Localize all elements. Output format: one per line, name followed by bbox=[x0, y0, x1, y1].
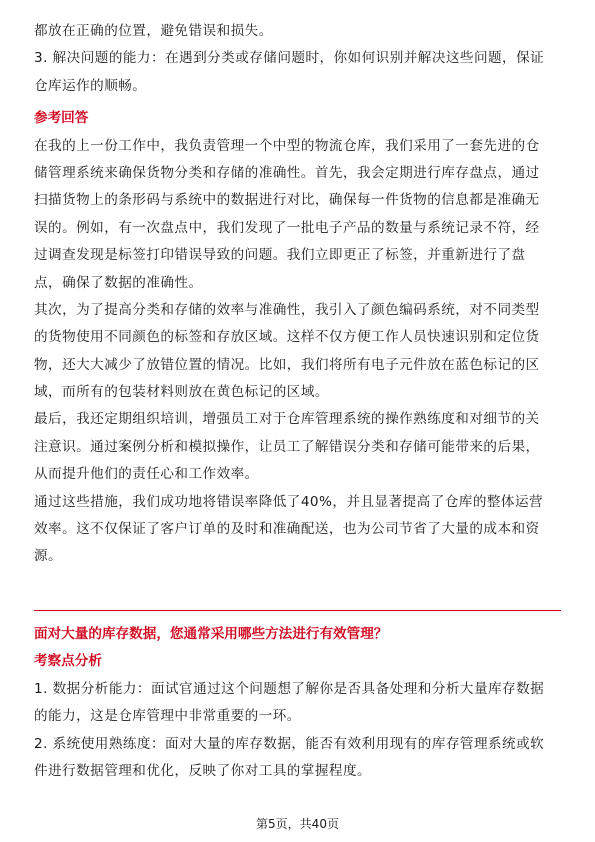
text-line: 源。 bbox=[34, 548, 63, 565]
intro-line: 3. 解决问题的能力：在遇到分类或存储问题时，你如何识别并解决这些问题，保证 bbox=[34, 50, 545, 67]
intro-line: 都放在正确的位置，避免错误和损失。 bbox=[34, 23, 273, 39]
text-line: 储管理系统来确保货物分类和存储的准确性。首先，我会定期进行库存盘点，通过 bbox=[34, 164, 540, 181]
answer-heading: 参考回答 bbox=[34, 110, 89, 127]
intro-line: 仓库运作的顺畅。 bbox=[34, 77, 147, 94]
answer-paragraph-2 bbox=[34, 297, 564, 407]
analysis-line: 1. 数据分析能力：面试官通过这个问题想了解你是否具备处理和分析大量库存数据 bbox=[34, 680, 545, 697]
document-body bbox=[34, 18, 564, 571]
text-line: 注意识。通过案例分析和模拟操作，让员工了解错误分类和存储可能带来的后果， bbox=[34, 438, 540, 455]
answer-paragraph-4 bbox=[34, 489, 564, 571]
text-line: 最后，我还定期组织培训，增强员工对于仓库管理系统的操作熟练度和对细节的关 bbox=[34, 411, 540, 428]
section-divider bbox=[34, 610, 561, 611]
text-line: 点，确保了数据的准确性。 bbox=[34, 274, 203, 291]
text-line: 物，还大大减少了放错位置的情况。比如，我们将所有电子元件放在蓝色标记的区 bbox=[34, 356, 540, 373]
text-line: 通过这些措施，我们成功地将错误率降低了40%，并且显著提高了仓库的整体运营 bbox=[34, 493, 544, 510]
question-block bbox=[34, 621, 564, 785]
analysis-line: 2. 系统使用熟练度：面对大量的库存数据，能否有效利用现有的库存管理系统或软 bbox=[34, 735, 545, 752]
text-line: 效率。这不仅保证了客户订单的及时和准确配送，也为公司节省了大量的成本和资 bbox=[34, 521, 540, 538]
answer-paragraph-3 bbox=[34, 406, 564, 488]
analysis-line: 件进行数据管理和优化，反映了你对工具的掌握程度。 bbox=[34, 762, 372, 779]
analysis-heading: 考察点分析 bbox=[34, 653, 102, 670]
analysis-line: 的能力，这是仓库管理中非常重要的一环。 bbox=[34, 708, 301, 725]
answer-paragraph-1 bbox=[34, 133, 564, 297]
text-line: 误的。例如，有一次盘点中，我们发现了一批电子产品的数量与系统记录不符，经 bbox=[34, 219, 540, 236]
text-line: 其次，为了提高分类和存储的效率与准确性，我引入了颜色编码系统，对不同类型 bbox=[34, 301, 540, 318]
text-line: 从而提升他们的责任心和工作效率。 bbox=[34, 466, 259, 483]
text-line: 扫描货物上的条形码与系统中的数据进行对比，确保每一件货物的信息都是准确无 bbox=[34, 192, 540, 209]
question-title: 面对大量的库存数据，您通常采用哪些方法进行有效管理？ bbox=[34, 626, 388, 642]
text-line: 在我的上一份工作中，我负责管理一个中型的物流仓库，我们采用了一套先进的仓 bbox=[34, 137, 540, 154]
text-line: 域，而所有的包装材料则放在黄色标记的区域。 bbox=[34, 384, 329, 401]
text-line: 的货物使用不同颜色的标签和存放区域。这样不仅方便工作人员快速识别和定位货 bbox=[34, 329, 540, 346]
page-number: 第5页，共40页 bbox=[256, 817, 339, 831]
text-line: 过调查发现是标签打印错误导致的问题。我们立即更正了标签，并重新进行了盘 bbox=[34, 247, 526, 264]
